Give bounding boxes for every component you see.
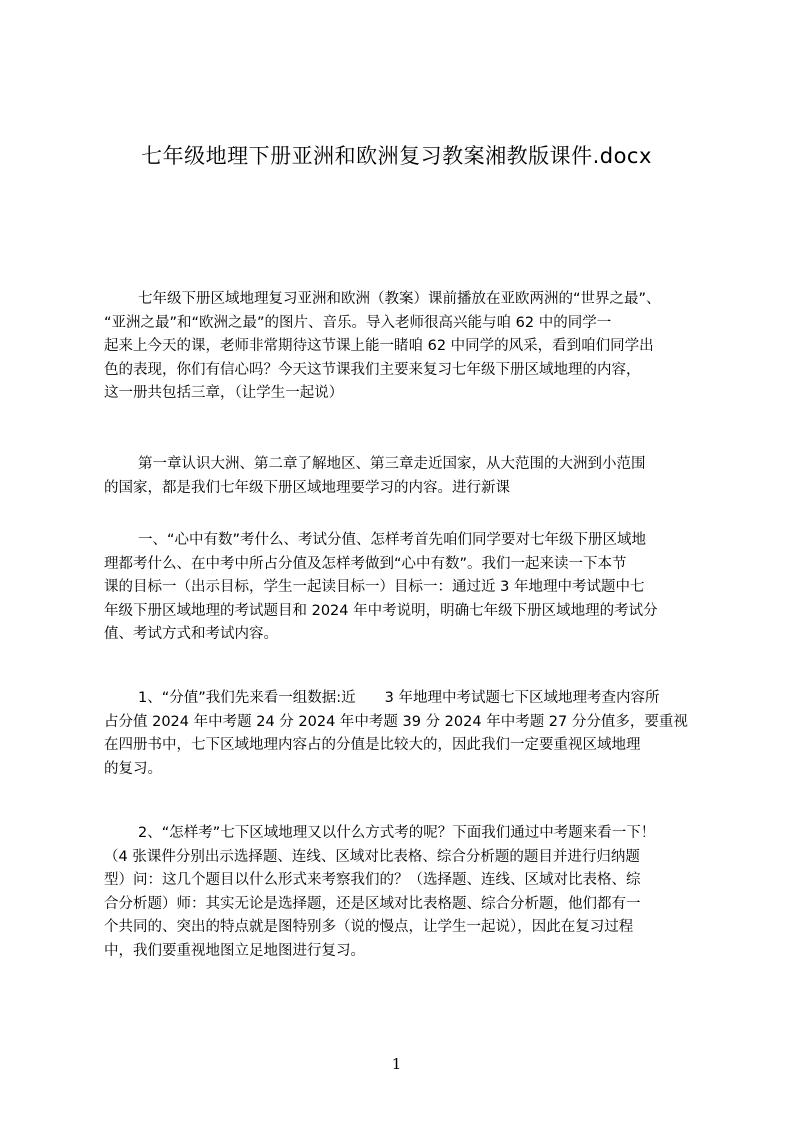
- document-title: 七年级地理下册亚洲和欧洲复习教案湘教版课件.docx: [141, 144, 652, 168]
- paragraph-line: 占分值 2024 年中考题 24 分 2024 年中考题 39 分 2024 年中考题 27 分分值多，要重视: [104, 713, 688, 730]
- paragraph-line: 色的表现，你们有信心吗？今天这节课我们主要来复习七年级下册区域地理的内容，: [104, 361, 641, 378]
- paragraph-line: 这一册共包括三章，（让学生一起说）: [104, 385, 344, 401]
- paragraph-intro: [104, 288, 724, 406]
- paragraph-line: 七年级下册区域地理复习亚洲和欧洲（教案）课前播放在亚欧两洲的“世界之最”、: [138, 291, 661, 307]
- paragraph-line: 型）问：这几个题目以什么形式来考察我们的？（选择题、连线、区域对比表格、综: [104, 872, 641, 888]
- paragraph-line: 的国家，都是我们七年级下册区域地理要学习的内容。进行新课: [104, 479, 510, 496]
- paragraph-line: 第一章认识大洲、第二章了解地区、第三章走近国家，从大范围的大洲到小范围: [138, 456, 646, 472]
- paragraph-line: 值、考试方式和考试内容。: [104, 626, 278, 642]
- page-number: 1: [391, 1055, 402, 1073]
- paragraph-chapters: [104, 453, 724, 500]
- paragraph-exam-format: [104, 822, 724, 963]
- paragraph-line: 一、“心中有数”考什么、考试分值、怎样考首先咱们同学要对七年级下册区域地: [138, 532, 647, 548]
- paragraph-line: 中，我们要重视地图立足地图进行复习。: [104, 942, 365, 959]
- paragraph-line: 课的目标一（出示目标，学生一起读目标一）目标一：通过近 3 年地理中考试题中七: [104, 579, 645, 595]
- paragraph-line: 年级下册区域地理的考试题目和 2024 年中考说明，明确七年级下册区域地理的考试分: [104, 602, 658, 619]
- paragraph-line: 的复习。: [104, 760, 162, 777]
- paragraph-score-values: [104, 687, 724, 781]
- paragraph-line: 合分析题）师：其实无论是选择题，还是区域对比表格题、综合分析题，他们都有一: [104, 895, 641, 912]
- paragraph-line: 2、“怎样考”七下区域地理又以什么方式考的呢？下面我们通过中考题来看一下！: [138, 825, 656, 841]
- paragraph-line: 理都考什么、在中考中所占分值及怎样考做到“心中有数”。我们一起来读一下本节: [104, 555, 627, 572]
- paragraph-line: 1、“分值”我们先来看一组数据:近 3 年地理中考试题七下区域地理考查内容所: [138, 690, 660, 706]
- paragraph-line: 在四册书中，七下区域地理内容占的分值是比较大的，因此我们一定要重视区域地理: [104, 737, 641, 753]
- paragraph-section-one: [104, 529, 724, 647]
- paragraph-line: 个共同的、突出的特点就是图特别多（说的慢点，让学生一起说），因此在复习过程: [104, 919, 634, 935]
- paragraph-line: （4 张课件分别出示选择题、连线、区域对比表格、综合分析题的题目并进行归纳题: [104, 848, 640, 865]
- paragraph-line: “亚洲之最”和“欧洲之最”的图片、音乐。导入老师很高兴能与咱 62 中的同学一: [104, 314, 612, 331]
- paragraph-line: 起来上今天的课，老师非常期待这节课上能一睹咱 62 中同学的风采，看到咱们同学出: [104, 338, 654, 354]
